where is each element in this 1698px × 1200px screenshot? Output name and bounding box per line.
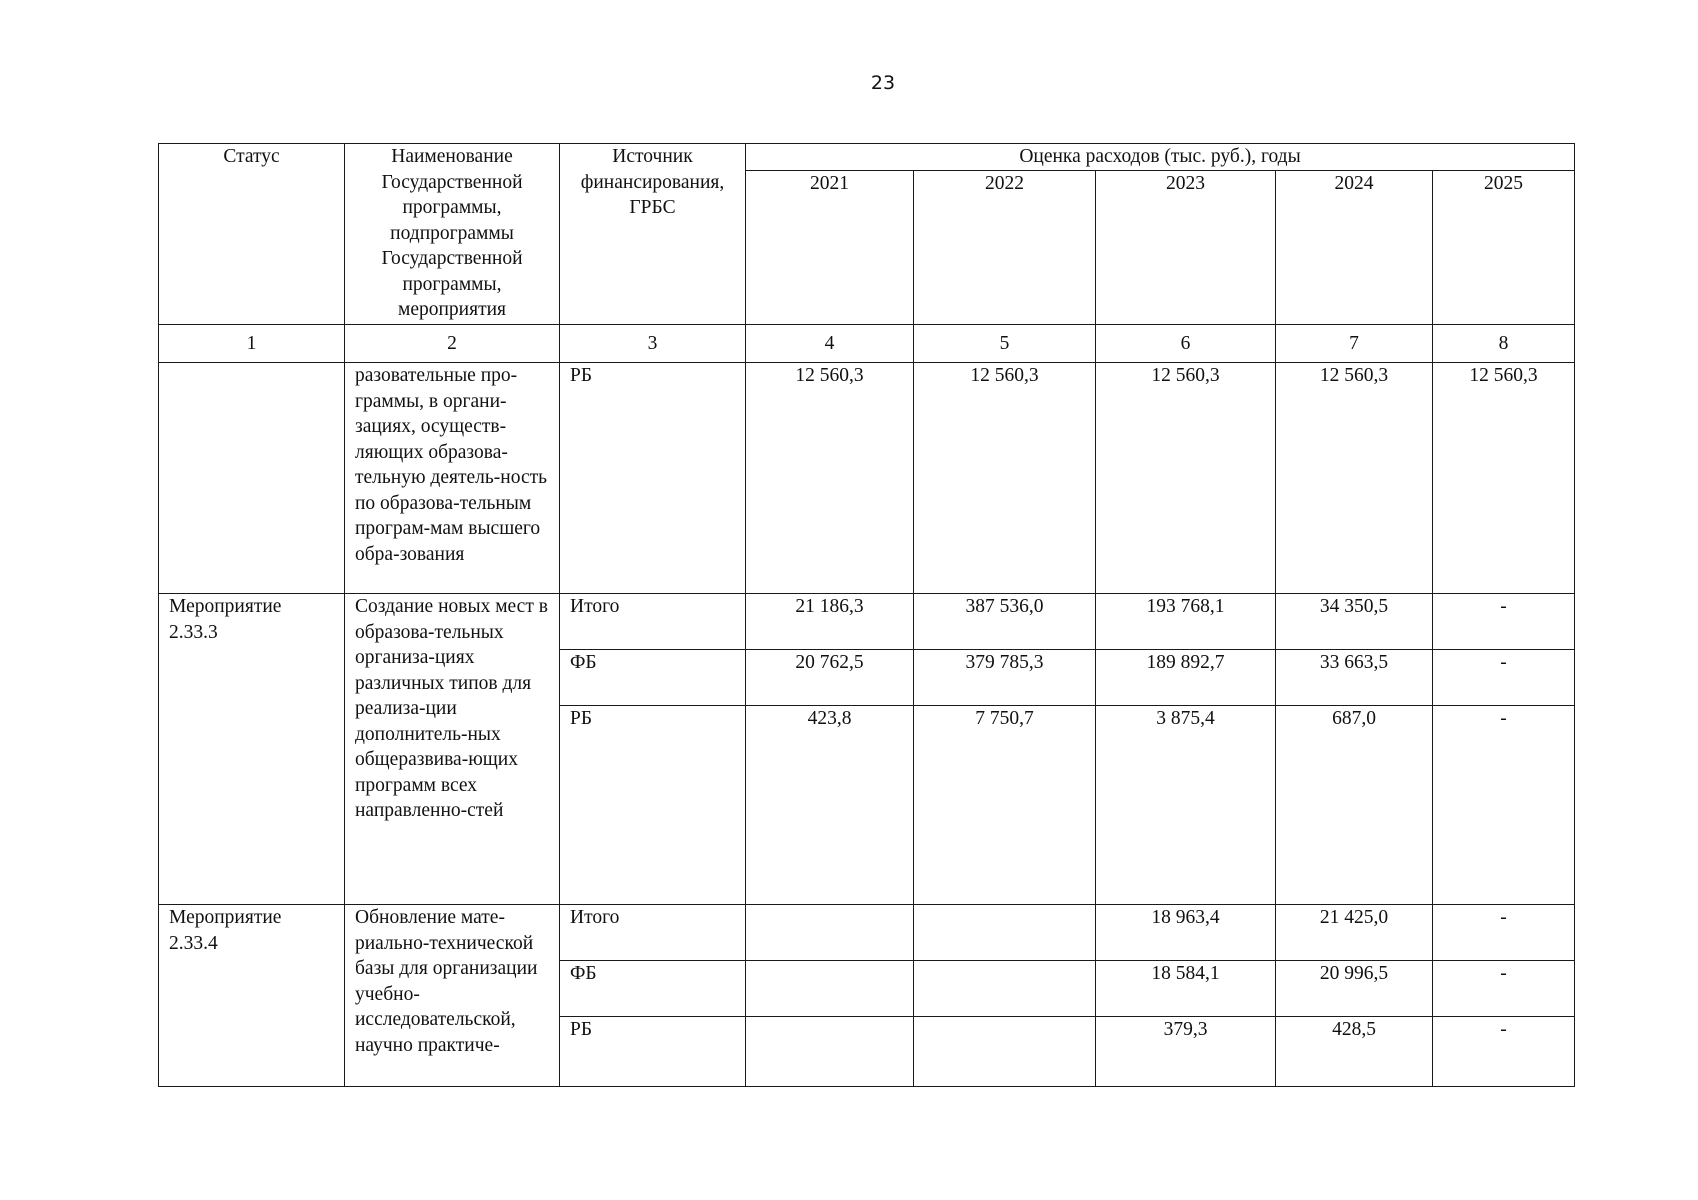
page-number: 23 [870, 72, 896, 94]
value-cell: 20 996,5 [1276, 961, 1433, 1017]
value-cell: 428,5 [1276, 1017, 1433, 1087]
table-row [159, 594, 1575, 650]
value-cell: - [1433, 706, 1575, 905]
source-cell: РБ [560, 1017, 746, 1087]
column-number: 1 [159, 325, 345, 363]
value-cell [746, 1017, 914, 1087]
value-cell: - [1433, 905, 1575, 961]
value-cell: - [1433, 961, 1575, 1017]
header-estimate: Оценка расходов (тыс. руб.), годы [746, 144, 1575, 171]
name-cell: Обновление мате-риально-технической базы для организации учебно-исследовательской, научно практиче- [345, 905, 560, 1087]
name-cell: разовательные про-граммы, в органи-зациях, осуществ-ляющих образова-тельную деятель-ность по образова-тельным програм-мам высшего обра-зования [345, 363, 560, 594]
header-year: 2024 [1276, 171, 1433, 325]
header-year: 2021 [746, 171, 914, 325]
value-cell: 12 560,3 [1096, 363, 1276, 594]
source-cell: ФБ [560, 961, 746, 1017]
value-cell: 20 762,5 [746, 650, 914, 706]
column-number: 8 [1433, 325, 1575, 363]
value-cell: 12 560,3 [746, 363, 914, 594]
value-cell: - [1433, 594, 1575, 650]
value-cell [746, 905, 914, 961]
value-cell [914, 1017, 1096, 1087]
value-cell: 3 875,4 [1096, 706, 1276, 905]
expenditure-table [158, 143, 1575, 1087]
header-year: 2025 [1433, 171, 1575, 325]
header-name: Наименование Государственной программы, подпрограммы Государственной программы, мероприятия [345, 144, 560, 325]
value-cell: 18 584,1 [1096, 961, 1276, 1017]
value-cell [914, 961, 1096, 1017]
value-cell [746, 961, 914, 1017]
value-cell: 423,8 [746, 706, 914, 905]
source-cell: РБ [560, 363, 746, 594]
value-cell: 7 750,7 [914, 706, 1096, 905]
value-cell: 12 560,3 [1276, 363, 1433, 594]
value-cell: - [1433, 1017, 1575, 1087]
value-cell: 387 536,0 [914, 594, 1096, 650]
column-number: 5 [914, 325, 1096, 363]
header-year: 2023 [1096, 171, 1276, 325]
value-cell: 687,0 [1276, 706, 1433, 905]
value-cell: - [1433, 650, 1575, 706]
column-number-row [159, 325, 1575, 363]
header-status: Статус [159, 144, 345, 325]
status-cell: Мероприятие 2.33.4 [159, 905, 345, 1087]
value-cell: 189 892,7 [1096, 650, 1276, 706]
table-row [159, 905, 1575, 961]
value-cell: 379 785,3 [914, 650, 1096, 706]
source-cell: РБ [560, 706, 746, 905]
value-cell: 21 186,3 [746, 594, 914, 650]
source-cell: ФБ [560, 650, 746, 706]
name-cell: Создание новых мест в образова-тельных организа-циях различных типов для реализа-ции дополнитель-ных общеразвива-ющих программ всех направленно-стей [345, 594, 560, 905]
column-number: 6 [1096, 325, 1276, 363]
column-number: 7 [1276, 325, 1433, 363]
value-cell: 34 350,5 [1276, 594, 1433, 650]
value-cell: 33 663,5 [1276, 650, 1433, 706]
status-cell: Мероприятие 2.33.3 [159, 594, 345, 905]
column-number: 4 [746, 325, 914, 363]
source-cell: Итого [560, 905, 746, 961]
header-year: 2022 [914, 171, 1096, 325]
value-cell: 12 560,3 [914, 363, 1096, 594]
column-number: 3 [560, 325, 746, 363]
table-row [159, 363, 1575, 594]
status-cell [159, 363, 345, 594]
value-cell: 379,3 [1096, 1017, 1276, 1087]
value-cell [914, 905, 1096, 961]
value-cell: 12 560,3 [1433, 363, 1575, 594]
value-cell: 193 768,1 [1096, 594, 1276, 650]
header-source: Источник финансирования, ГРБС [560, 144, 746, 325]
source-cell: Итого [560, 594, 746, 650]
value-cell: 18 963,4 [1096, 905, 1276, 961]
header-row [159, 144, 1575, 171]
column-number: 2 [345, 325, 560, 363]
value-cell: 21 425,0 [1276, 905, 1433, 961]
